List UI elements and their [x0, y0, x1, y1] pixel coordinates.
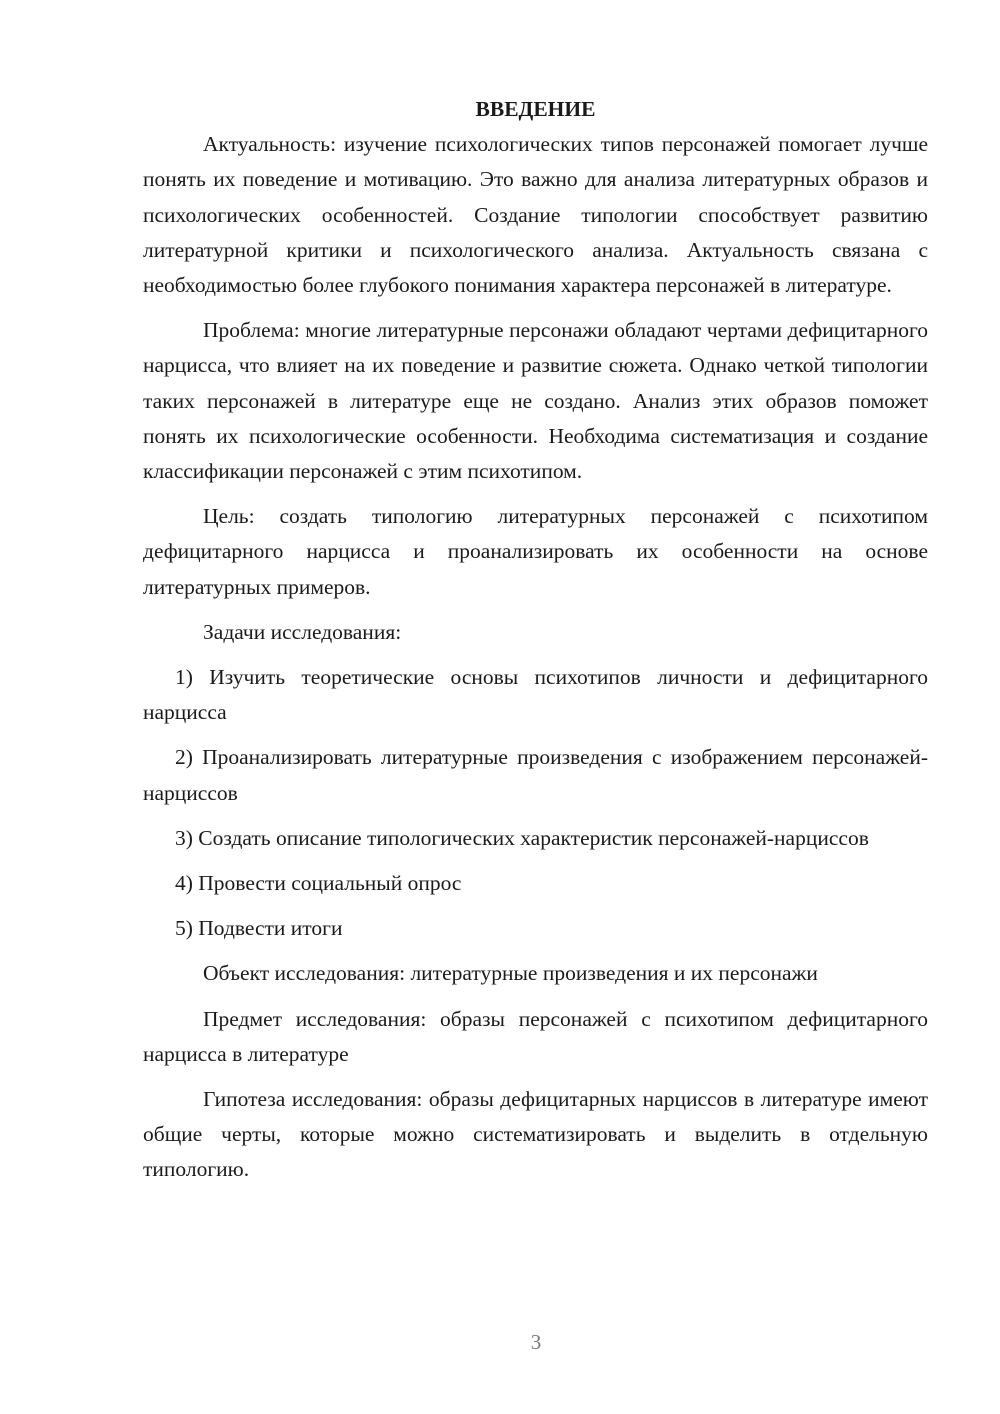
- task-item-4: 4) Провести социальный опрос: [175, 871, 462, 896]
- tasks-heading: Задачи исследования:: [203, 619, 402, 644]
- subject-paragraph: Предмет исследования: образы персонажей с психотипом дефицитарного нарцисса в литературе: [143, 1006, 928, 1066]
- page-number: 3: [530, 1330, 542, 1354]
- section-title: ВВЕДЕНИЕ: [475, 97, 596, 121]
- task-item-3: 3) Создать описание типологических характеристик персонажей-нарциссов: [175, 825, 869, 850]
- task-item-1: 1) Изучить теоретические основы психотипов личности и дефицитарного нарцисса: [143, 665, 928, 725]
- object-paragraph: Объект исследования: литературные произведения и их персонажи: [203, 961, 818, 986]
- problem-paragraph: Проблема: многие литературные персонажи обладают чертами дефицитарного нарцисса, что влияет на их поведение и развитие сюжета. Однако четкой типологии таких персонажей в литературе еще не создано. Анализ этих образов поможет понять их психологические особенности. Необходима систематизация и создание классификации персонажей с этим психотипом.: [143, 318, 928, 484]
- goal-paragraph: Цель: создать типологию литературных персонажей с психотипом дефицитарного нарцисса и проанализировать их особенности на основе литературных примеров.: [143, 504, 928, 599]
- document-page: [143, 92, 928, 1198]
- relevance-paragraph: Актуальность: изучение психологических типов персонажей помогает лучше понять их поведение и мотивацию. Это важно для анализа литературных образов и психологических особенностей. Создание типологии способствует развитию литературной критики и психологического анализа. Актуальность связана с необходимостью более глубокого понимания характера персонажей в литературе.: [143, 132, 928, 298]
- task-item-5: 5) Подвести итоги: [175, 916, 343, 941]
- hypothesis-paragraph: Гипотеза исследования: образы дефицитарных нарциссов в литературе имеют общие черты, которые можно систематизировать и выделить в отдельную типологию.: [143, 1087, 928, 1182]
- task-item-2: 2) Проанализировать литературные произведения с изображением персонажей-нарциссов: [143, 745, 928, 805]
